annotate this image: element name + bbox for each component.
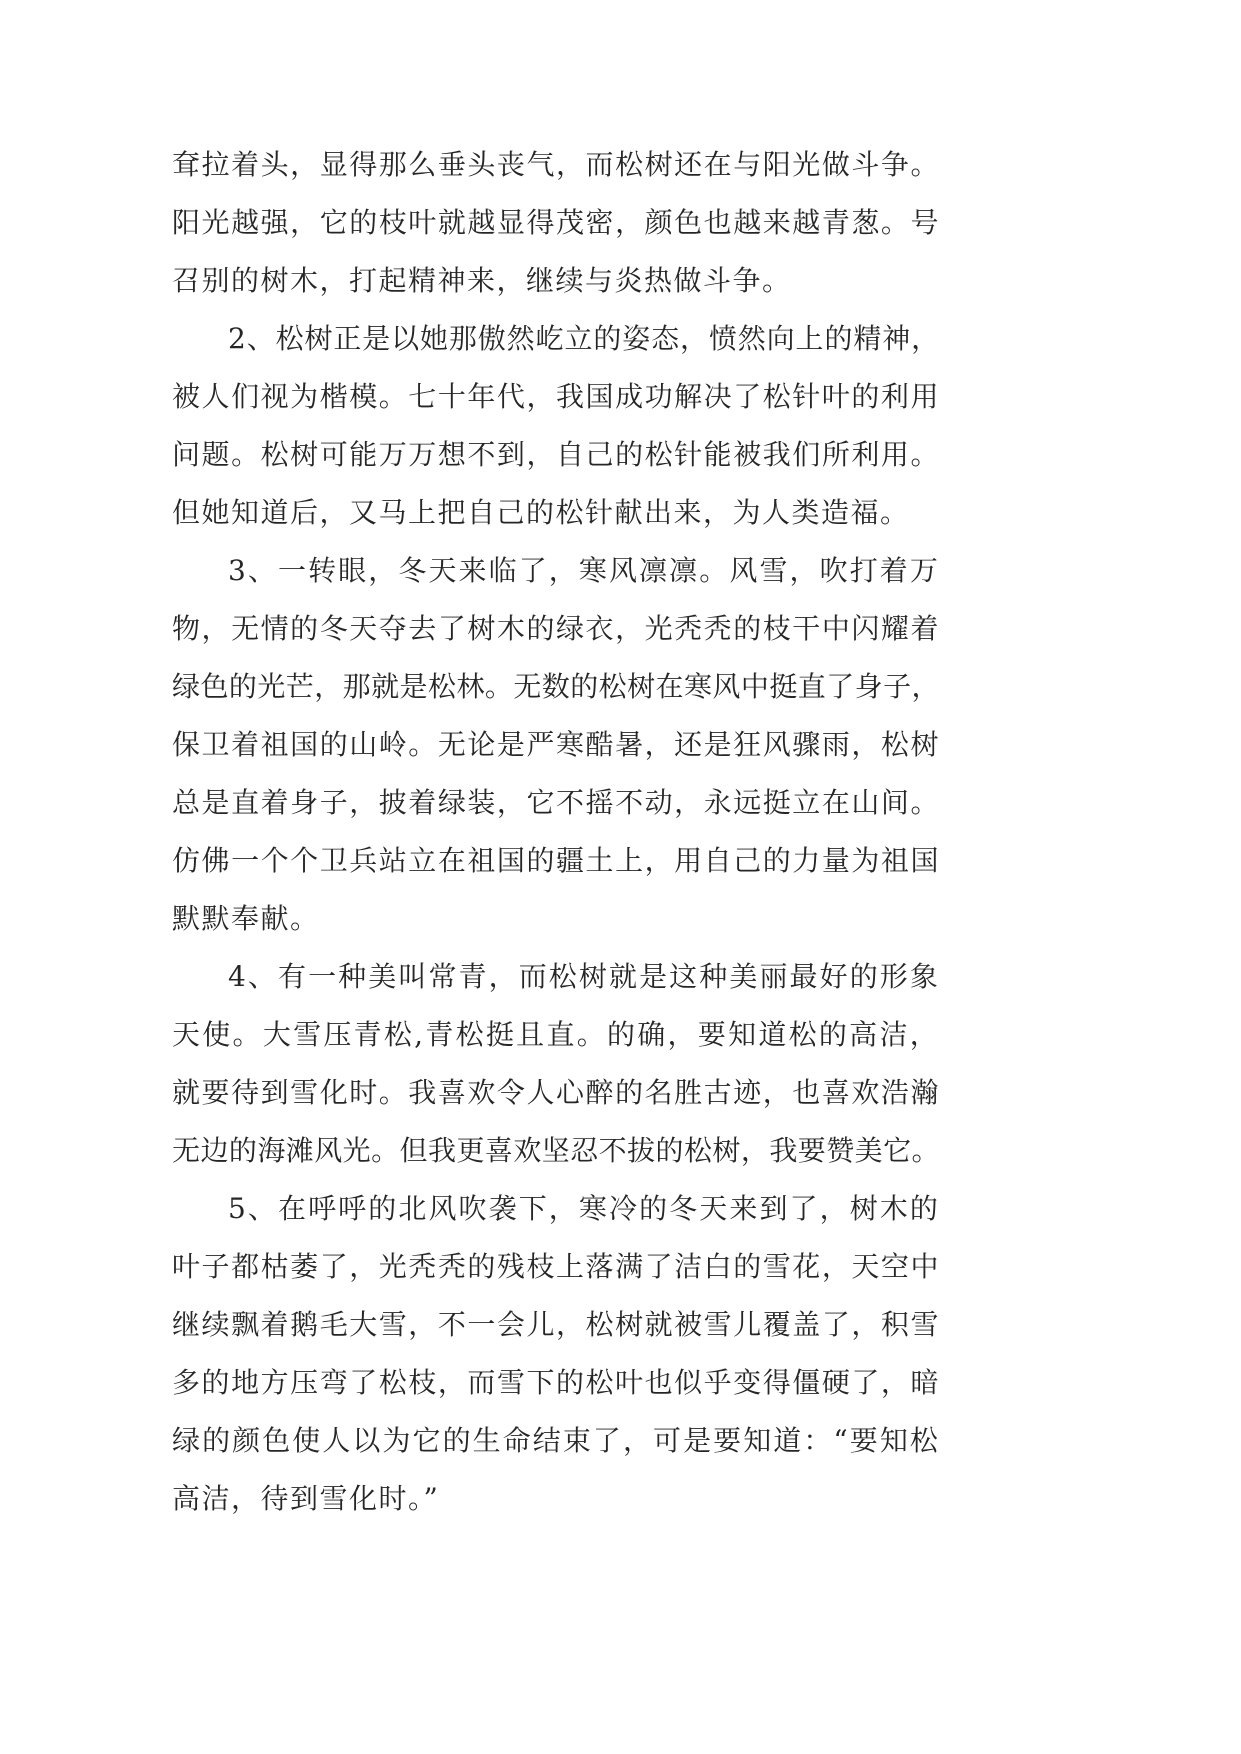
document-body — [172, 136, 940, 1528]
numbered-paragraphs — [172, 310, 940, 1528]
line-text: 耷拉着头，显得那么垂头丧气，而松树还在与阳光做斗争。 — [172, 148, 940, 181]
text-line — [172, 774, 940, 832]
text-line — [172, 136, 940, 194]
line-text: 就要待到雪化时。我喜欢令人心醉的名胜古迹，也喜欢浩瀚 — [172, 1076, 940, 1109]
line-text: 无边的海滩风光。但我更喜欢坚忍不拔的松树，我要赞美它。 — [172, 1134, 940, 1167]
text-line — [172, 832, 940, 890]
line-text: 仿佛一个个卫兵站立在祖国的疆土上，用自己的力量为祖国 — [172, 844, 940, 877]
line-text: 叶子都枯萎了，光秃秃的残枝上落满了洁白的雪花，天空中 — [172, 1250, 940, 1283]
text-line — [172, 1412, 940, 1470]
text-line — [172, 1238, 940, 1296]
line-text: 天使。大雪压青松,青松挺且直。的确，要知道松的高洁， — [172, 1018, 940, 1051]
paragraph — [172, 310, 940, 542]
text-line — [172, 368, 940, 426]
line-text: 物，无情的冬天夺去了树木的绿衣，光秃秃的枝干中闪耀着 — [172, 612, 940, 645]
line-text: 被人们视为楷模。七十年代，我国成功解决了松针叶的利用 — [172, 380, 940, 413]
line-text: 召别的树木，打起精神来，继续与炎热做斗争。 — [172, 264, 792, 297]
line-text: 继续飘着鹅毛大雪，不一会儿，松树就被雪儿覆盖了，积雪 — [172, 1308, 940, 1341]
line-text: 3、一转眼，冬天来临了，寒风凛凛。风雪，吹打着万 — [228, 554, 940, 587]
text-line — [228, 1180, 940, 1238]
line-text: 问题。松树可能万万想不到，自己的松针能被我们所利用。 — [172, 438, 940, 471]
paragraph-continued — [172, 136, 940, 310]
text-line — [172, 426, 940, 484]
line-text: 4、有一种美叫常青，而松树就是这种美丽最好的形象 — [228, 960, 940, 993]
text-line — [172, 716, 940, 774]
line-text: 多的地方压弯了松枝，而雪下的松叶也似乎变得僵硬了，暗 — [172, 1366, 940, 1399]
line-text: 绿的颜色使人以为它的生命结束了，可是要知道：“要知松 — [172, 1424, 940, 1457]
text-line — [172, 1006, 940, 1064]
text-line — [172, 1122, 940, 1180]
line-text: 默默奉献。 — [172, 902, 320, 935]
line-text: 阳光越强，它的枝叶就越显得茂密，颜色也越来越青葱。号 — [172, 206, 940, 239]
text-line — [172, 600, 940, 658]
paragraph — [172, 1180, 940, 1528]
paragraph — [172, 542, 940, 948]
text-line — [172, 1064, 940, 1122]
text-line — [228, 948, 940, 1006]
text-line — [228, 310, 940, 368]
line-text: 高洁，待到雪化时。” — [172, 1482, 440, 1515]
line-text: 但她知道后，又马上把自己的松针献出来，为人类造福。 — [172, 496, 910, 529]
text-line — [172, 658, 940, 716]
paragraph — [172, 948, 940, 1180]
line-text: 2、松树正是以她那傲然屹立的姿态，愤然向上的精神， — [228, 322, 940, 355]
text-line — [172, 1296, 940, 1354]
text-line — [172, 1470, 940, 1528]
line-text: 总是直着身子，披着绿装，它不摇不动，永远挺立在山间。 — [172, 786, 940, 819]
line-text: 绿色的光芒，那就是松林。无数的松树在寒风中挺直了身子， — [172, 670, 940, 703]
text-line — [172, 252, 940, 310]
text-line — [172, 484, 940, 542]
text-line — [172, 890, 940, 948]
text-line — [228, 542, 940, 600]
line-text: 5、在呼呼的北风吹袭下，寒冷的冬天来到了，树木的 — [228, 1192, 940, 1225]
text-line — [172, 194, 940, 252]
line-text: 保卫着祖国的山岭。无论是严寒酷暑，还是狂风骤雨，松树 — [172, 728, 940, 761]
text-line — [172, 1354, 940, 1412]
